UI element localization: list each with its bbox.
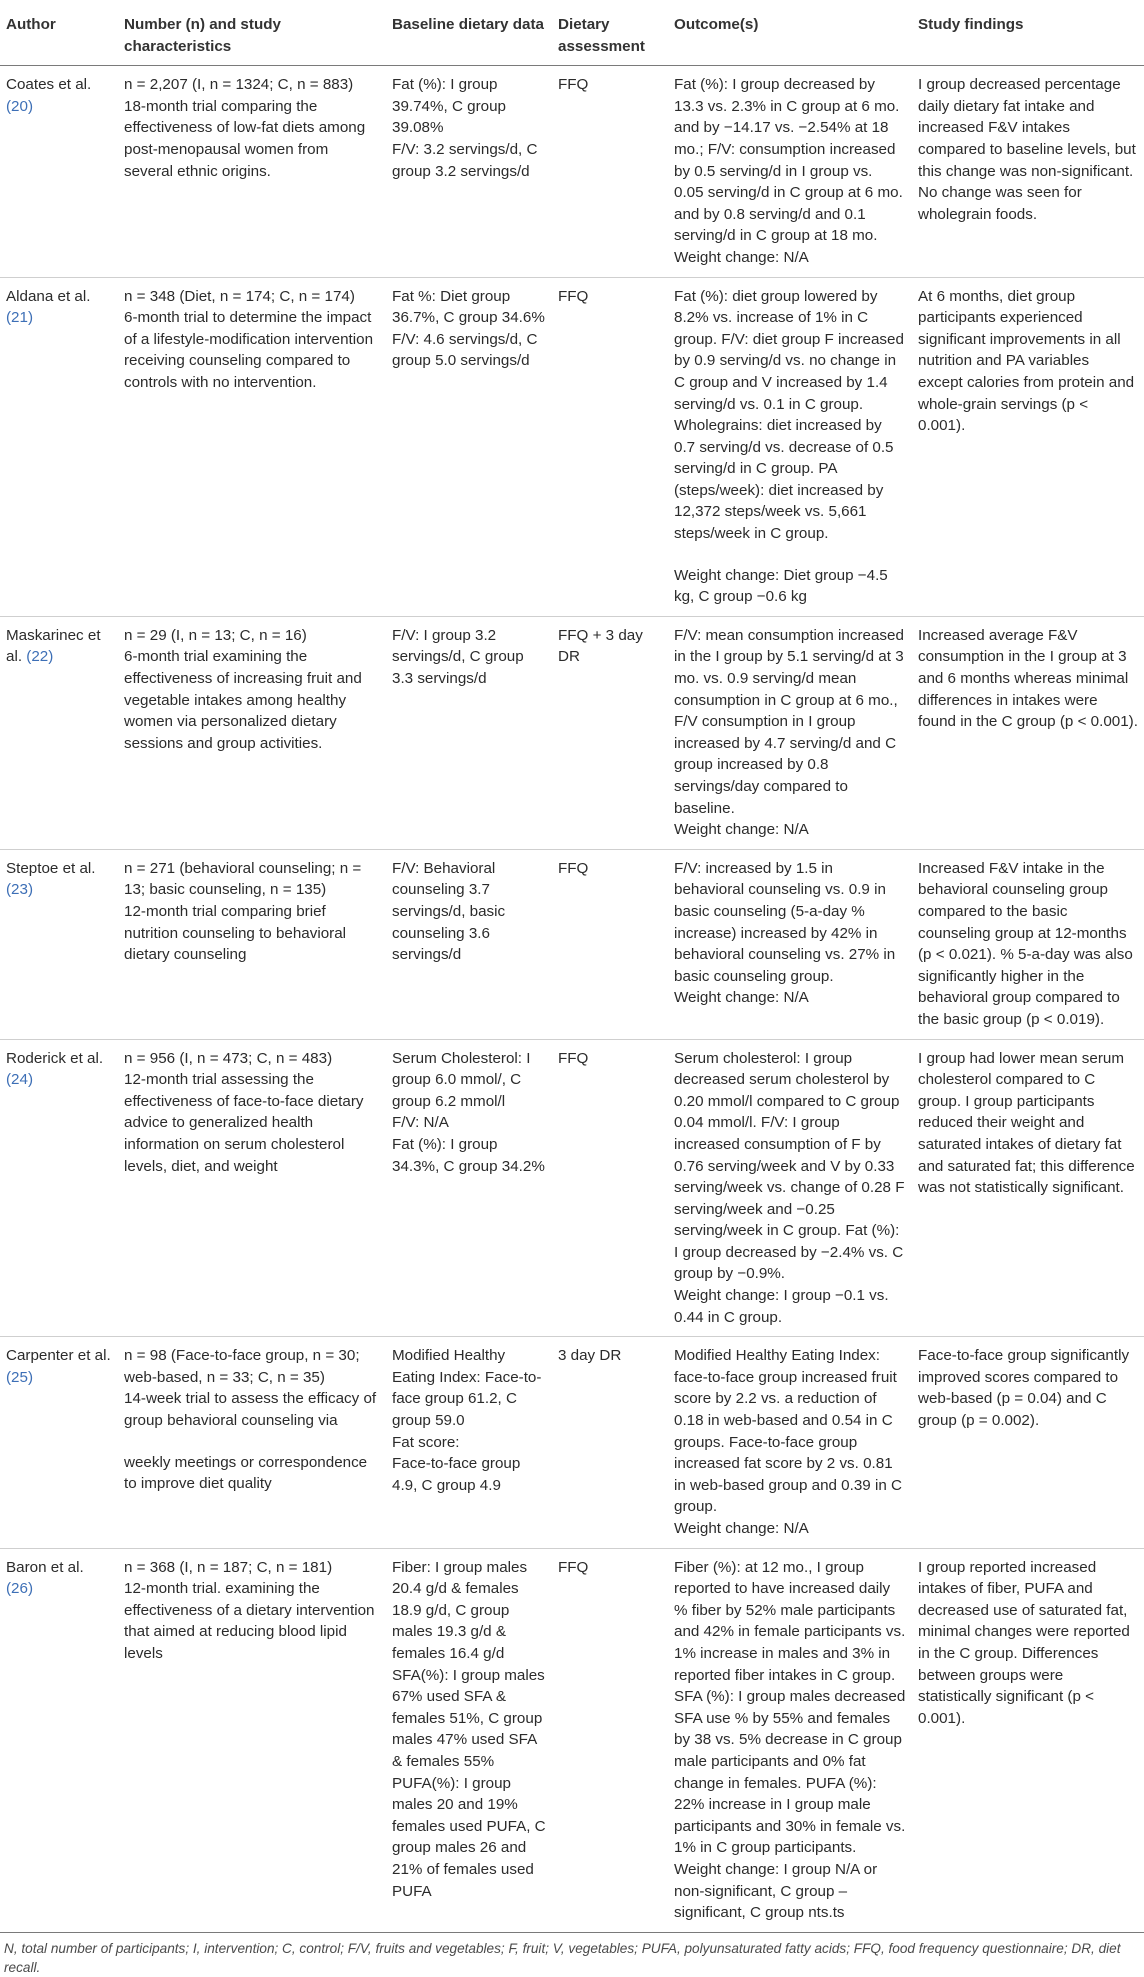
cell-findings (912, 1548, 1144, 1932)
cell-assessment (552, 1039, 668, 1337)
cell-outcome-text: Weight change: N/A (674, 1520, 809, 1537)
participant-count: n = 29 (I, n = 13; C, n = 16) (124, 626, 307, 644)
header-assessment: Dietary assessment (552, 2, 668, 66)
cell-assessment-text: FFQ (558, 1049, 589, 1067)
cell-baseline (386, 66, 552, 277)
cell-outcome-text: Fiber (%): at 12 mo., I group reported to have increased daily % fiber by 52% male participants and 42% in female participants vs. 1% increase in males and 3% in reported fiber intakes in C group. SFA (%): I group males decreased SFA use % by 55% and females by 38 vs. 5% decrease in C group male participants and 0% fat change in females. PUFA (%): 22% increase in I group male participants and 30% in female vs. 1% in C group participants. (674, 1558, 906, 1857)
author-name: Carpenter et al. (6, 1347, 111, 1365)
cell-baseline (386, 1337, 552, 1548)
cell-findings-text: Increased F&V intake in the behavioral counseling group compared to the basic counseling group at 12-months (p < 0.021). % 5-a-day was also significantly higher in the behavioral group compared to the basic group (p < 0.019). (918, 859, 1133, 1028)
cell-outcome (668, 1337, 912, 1548)
study-characteristics: 6-month trial examining the effectiveness of increasing fruit and vegetable intakes among healthy women via personalized dietary sessions and group activities. (124, 648, 362, 752)
cell-baseline-text: SFA(%): I group males 67% used SFA & females 51%, C group males 47% used SFA & females 55% (392, 1666, 545, 1770)
cell-outcome-text: Weight change: N/A (674, 248, 809, 266)
cell-baseline (386, 616, 552, 849)
cell-number (118, 66, 386, 277)
cell-outcome (668, 849, 912, 1039)
cell-assessment-text: FFQ (558, 1558, 589, 1576)
participant-count: n = 368 (I, n = 187; C, n = 181) (124, 1558, 333, 1576)
table-header (0, 2, 1144, 66)
cell-outcome-text: Weight change: I group −0.1 vs. 0.44 in C group. (674, 1287, 889, 1326)
paragraph-gap (124, 1432, 380, 1452)
cell-outcome (668, 1039, 912, 1337)
cell-assessment-text: 3 day DR (558, 1347, 622, 1365)
reference-link[interactable]: (24) (6, 1071, 34, 1089)
participant-count: n = 271 (behavioral counseling; n = 13; basic counseling, n = 135) (124, 859, 362, 899)
author-name: Maskarinec et al. (6, 626, 101, 666)
table-row (0, 1337, 1144, 1548)
cell-baseline-text: F/V: I group 3.2 servings/d, C group 3.3 servings/d (392, 626, 524, 688)
cell-outcome-text: F/V: mean consumption increased in the I group by 5.1 serving/d at 3 mo. vs. 0.9 serving/d mean consumption in C group at 6 mo., F/V consumption in I group increased by 4.7 serving/d and C group increased by 0.8 servings/day compared to baseline. (674, 626, 904, 817)
cell-findings (912, 66, 1144, 277)
cell-outcome (668, 277, 912, 616)
cell-baseline-text: Fat %: Diet group 36.7%, C group 34.6% (392, 287, 545, 327)
table-body (0, 66, 1144, 1933)
table-row (0, 849, 1144, 1039)
table-row (0, 277, 1144, 616)
cell-number (118, 1039, 386, 1337)
cell-number (118, 616, 386, 849)
cell-baseline-text: Fat (%): I group 39.74%, C group 39.08% (392, 76, 506, 137)
cell-baseline (386, 1548, 552, 1932)
cell-baseline-text: F/V: Behavioral counseling 3.7 servings/d, basic counseling 3.6 servings/d (392, 859, 506, 964)
cell-outcome-text: Fat (%): diet group lowered by 8.2% vs. increase of 1% in C group. F/V: diet group F increased by 0.9 serving/d vs. no change in C group and V increased by 1.4 serving/d vs. 0.1 in C group. Wholegrains: diet increased by 0.7 serving/d vs. decrease of 0.5 serving/d in C group. PA (steps/week): diet increased by 12,372 steps/week vs. 5,661 steps/week in C group. (674, 287, 904, 543)
reference-link[interactable]: (22) (26, 648, 54, 666)
cell-findings-text: I group decreased percentage daily dietary fat intake and increased F&V intakes compared to baseline levels, but this change was non-significant. No change was seen for wholegrain foods. (918, 76, 1136, 223)
table-row (0, 1039, 1144, 1337)
cell-assessment (552, 616, 668, 849)
cell-findings-text: I group had lower mean serum cholesterol compared to C group. I group participants reduced their weight and saturated intakes of dietary fat and saturated fat; this difference was not statistically significant. (918, 1049, 1135, 1197)
reference-link[interactable]: (23) (6, 881, 34, 899)
reference-link[interactable]: (26) (6, 1580, 34, 1598)
cell-baseline-text: Fat score: (392, 1433, 460, 1451)
cell-findings-text: I group reported increased intakes of fiber, PUFA and decreased use of saturated fat, minimal changes were reported in the C group. Differences between groups were statistically significant (p < 0.001). (918, 1558, 1130, 1727)
participant-count: n = 348 (Diet, n = 174; C, n = 174) (124, 287, 355, 305)
header-number: Number (n) and study characteristics (118, 2, 386, 66)
studies-table (0, 2, 1144, 1933)
cell-author (0, 66, 118, 277)
table-footnote: N, total number of participants; I, intervention; C, control; F/V, fruits and vegetables; F, fruit; V, vegetables; PUFA, polyunsaturated fatty acids; FFQ, food frequency questionnaire; DR, diet recall. (4, 1940, 1121, 1975)
cell-findings (912, 616, 1144, 849)
header-findings: Study findings (912, 2, 1144, 66)
cell-outcome-text: Weight change: Diet group −4.5 kg, C group −0.6 kg (674, 566, 888, 606)
cell-assessment-text: FFQ + 3 day DR (558, 626, 643, 666)
cell-findings-text: Face-to-face group significantly improved scores compared to web-based (p = 0.04) and C group (p = 0.002). (918, 1347, 1130, 1430)
cell-findings-text: Increased average F&V consumption in the I group at 3 and 6 months whereas minimal differences in intakes were found in the C group (p < 0.001). (918, 626, 1138, 731)
cell-baseline-text: Fiber: I group males 20.4 g/d & females 18.9 g/d, C group males 19.3 g/d & females 16.4 g/d (392, 1558, 528, 1662)
cell-baseline-text: Face-to-face group 4.9, C group 4.9 (392, 1455, 521, 1494)
cell-findings-text: At 6 months, diet group participants experienced significant improvements in all nutrition and PA variables except calories from protein and whole-grain servings (p < 0.001). (918, 287, 1135, 435)
author-name: Baron et al. (6, 1558, 84, 1576)
cell-author (0, 1039, 118, 1337)
cell-assessment-text: FFQ (558, 76, 589, 94)
cell-assessment (552, 66, 668, 277)
participant-count: n = 956 (I, n = 473; C, n = 483) (124, 1049, 333, 1067)
header-baseline: Baseline dietary data (386, 2, 552, 66)
cell-outcome-text: Fat (%): I group decreased by 13.3 vs. 2.3% in C group at 6 mo. and by −14.17 vs. −2.54% at 18 mo.; F/V: consumption increased by 0.5 serving/d in I group vs. 0.05 serving/d in C group at 6 mo. and by 0.8 serving/d and 0.1 serving/d in C group at 18 mo. (674, 76, 903, 245)
cell-findings (912, 1039, 1144, 1337)
reference-link[interactable]: (20) (6, 97, 34, 115)
paragraph-gap (674, 545, 906, 565)
author-name: Steptoe et al. (6, 859, 96, 877)
cell-assessment (552, 1337, 668, 1548)
cell-baseline-text: Fat (%): I group 34.3%, C group 34.2% (392, 1135, 545, 1175)
cell-assessment-text: FFQ (558, 287, 589, 305)
table-row (0, 616, 1144, 849)
participant-count: n = 2,207 (I, n = 1324; C, n = 883) (124, 76, 354, 94)
cell-outcome-text: F/V: increased by 1.5 in behavioral counseling vs. 0.9 in basic counseling (5-a-day % increase) increased by 42% in behavioral counseling vs. 27% in basic counseling group. (674, 859, 896, 985)
cell-findings (912, 277, 1144, 616)
cell-assessment (552, 849, 668, 1039)
cell-baseline (386, 277, 552, 616)
header-outcome: Outcome(s) (668, 2, 912, 66)
participant-count: n = 98 (Face-to-face group, n = 30; web-based, n = 33; C, n = 35) (124, 1347, 360, 1386)
reference-link[interactable]: (21) (6, 309, 34, 327)
table-row (0, 1548, 1144, 1932)
cell-author (0, 277, 118, 616)
study-characteristics: 12-month trial. examining the effectiveness of a dietary intervention that aimed at reducing blood lipid levels (124, 1580, 375, 1662)
cell-number (118, 1337, 386, 1548)
study-characteristics: 12-month trial comparing brief nutrition counseling to behavioral dietary counseling (124, 902, 347, 964)
cell-author (0, 1337, 118, 1548)
study-characteristics: 14-week trial to assess the efficacy of group behavioral counseling via (124, 1390, 377, 1430)
cell-assessment (552, 277, 668, 616)
header-author: Author (0, 2, 118, 66)
cell-assessment-text: FFQ (558, 859, 589, 877)
study-characteristics: 12-month trial assessing the effectiveness of face-to-face dietary advice to generalized health information on serum cholesterol levels, diet, and weight (124, 1071, 364, 1175)
cell-baseline-text: F/V: 3.2 servings/d, C group 3.2 servings/d (392, 140, 538, 180)
cell-outcome (668, 66, 912, 277)
cell-baseline (386, 849, 552, 1039)
cell-baseline-text: F/V: 4.6 servings/d, C group 5.0 servings/d (392, 330, 538, 370)
cell-baseline-text: F/V: N/A (392, 1114, 449, 1132)
study-characteristics: 6-month trial to determine the impact of a lifestyle-modification intervention receiving counseling compared to controls with no intervention. (124, 309, 374, 391)
study-characteristics: 18-month trial comparing the effectiveness of low-fat diets among post-menopausal women from several ethnic origins. (124, 97, 366, 180)
header-row (0, 2, 1144, 66)
cell-outcome-text: Weight change: N/A (674, 989, 809, 1007)
cell-assessment (552, 1548, 668, 1932)
cell-outcome (668, 1548, 912, 1932)
cell-baseline-text: Serum Cholesterol: I group 6.0 mmol/, C group 6.2 mmol/l (392, 1049, 531, 1110)
author-name: Coates et al. (6, 76, 92, 94)
cell-number (118, 849, 386, 1039)
study-characteristics: weekly meetings or correspondence to improve diet quality (124, 1453, 368, 1493)
cell-outcome-text: Weight change: I group N/A or non-significant, C group –significant, C group nts.ts (674, 1860, 878, 1922)
cell-author (0, 1548, 118, 1932)
cell-outcome (668, 616, 912, 849)
author-name: Aldana et al. (6, 287, 91, 305)
cell-baseline (386, 1039, 552, 1337)
cell-baseline-text: Modified Healthy Eating Index: Face-to-face group 61.2, C group 59.0 (392, 1347, 542, 1430)
cell-baseline-text: PUFA(%): I group males 20 and 19% females used PUFA, C group males 26 and 21% of females used PUFA (392, 1774, 546, 1900)
reference-link[interactable]: (25) (6, 1368, 34, 1386)
cell-outcome-text: Modified Healthy Eating Index: face-to-face group increased fruit score by 2.2 vs. a reduction of 0.18 in web-based and 0.54 in C groups. Face-to-face group increased fat score by 2 vs. 0.81 in web-based group and 0.39 in C group. (674, 1347, 902, 1516)
cell-author (0, 849, 118, 1039)
cell-findings (912, 1337, 1144, 1548)
author-name: Roderick et al. (6, 1049, 104, 1067)
cell-outcome-text: Weight change: N/A (674, 821, 809, 839)
cell-findings (912, 849, 1144, 1039)
cell-author (0, 616, 118, 849)
cell-outcome-text: Serum cholesterol: I group decreased serum cholesterol by 0.20 mmol/l compared to C group 0.04 mmol/l. F/V: I group increased consumption of F by 0.76 serving/week and V by 0.33 serving/week vs. change of 0.28 F serving/week and −0.25 serving/week in C group. Fat (%): I group decreased by −2.4% vs. C group by −0.9%. (674, 1049, 905, 1283)
table-row (0, 66, 1144, 277)
cell-number (118, 277, 386, 616)
cell-number (118, 1548, 386, 1932)
